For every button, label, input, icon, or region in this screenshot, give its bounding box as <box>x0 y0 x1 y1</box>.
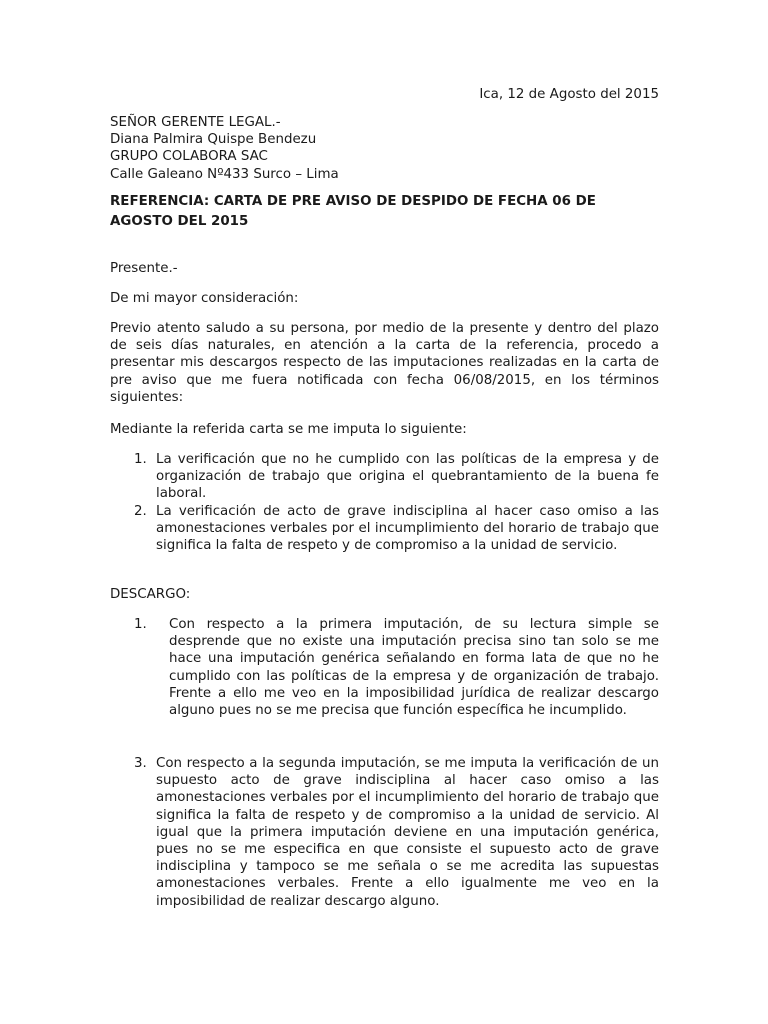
reference-line: REFERENCIA: CARTA DE PRE AVISO DE DESPIDO DE FECHA 06 DE AGOSTO DEL 2015 <box>110 194 596 229</box>
imputation-intro: Mediante la referida carta se me imputa lo siguiente: <box>110 422 467 437</box>
list-item-number: 2. <box>134 503 147 519</box>
list-item-number: 3. <box>134 756 147 771</box>
presente-line: Presente.- <box>110 261 178 276</box>
list-item-number: 1. <box>134 452 147 467</box>
letter-date: Ica, 12 de Agosto del 2015 <box>479 87 659 102</box>
recipient-address <box>110 114 339 183</box>
list-item <box>110 451 659 503</box>
list-item <box>110 616 659 719</box>
list-item-text: Con respecto a la segunda imputación, se me imputa la verificación de un supuesto acto de grave indisciplina al hacer caso omiso a las amonestaciones verbales por el incumplimiento del horario de trabajo que significa la falta de respeto y de compromiso a la unidad de servicio. Al igual que la primera imputación deviene en una imputación genérica, pues no se me especifica en que consiste el supuesto acto de grave indisciplina y tampoco se me señala o se me acredita las supuestas amonestaciones verbales. Frente a ello igualmente me veo en la imposibilidad de realizar descargo alguno. <box>156 756 659 909</box>
intro-paragraph: Previo atento saludo a su persona, por medio de la presente y dentro del plazo de seis días naturales, en atención a la carta de la referencia, procedo a presentar mis descargos respecto de las imputaciones realizadas en la carta de pre aviso que me fuera notificada con fecha 06/08/2015, en los términos siguientes: <box>110 321 659 405</box>
recipient-name: Diana Palmira Quispe Bendezu <box>110 132 317 148</box>
list-item <box>110 755 659 910</box>
recipient-title: SEÑOR GERENTE LEGAL.- <box>110 115 281 130</box>
recipient-street: Calle Galeano Nº433 Surco – Lima <box>110 166 339 182</box>
list-item-text: La verificación de acto de grave indisciplina al hacer caso omiso a las amonestaciones verbales por el incumplimiento del horario de trabajo que significa la falta de respeto y de compromiso a la unidad de servicio. <box>156 503 659 554</box>
descargo-list-first <box>110 616 659 719</box>
letter-page <box>110 0 659 1024</box>
list-item-text: La verificación que no he cumplido con las políticas de la empresa y de organización de trabajo que origina el quebrantamiento de la buena fe laboral. <box>156 452 659 502</box>
recipient-company: GRUPO COLABORA SAC <box>110 149 268 165</box>
list-item-text: Con respecto a la primera imputación, de su lectura simple se desprende que no existe una imputación precisa sino tan solo se me hace una imputación genérica señalando en forma lata de que no he cumplido con las políticas de la empresa y de organización de trabajo. Frente a ello me veo en la imposibilidad jurídica de realizar descargo alguno pues no se me precisa que función específica he incumplido. <box>169 617 659 719</box>
salutation: De mi mayor consideración: <box>110 291 299 306</box>
imputation-list <box>110 451 659 554</box>
list-item <box>110 503 659 555</box>
descargo-heading: DESCARGO: <box>110 587 191 602</box>
list-item-number: 1. <box>134 617 147 632</box>
descargo-list-second <box>110 755 659 910</box>
